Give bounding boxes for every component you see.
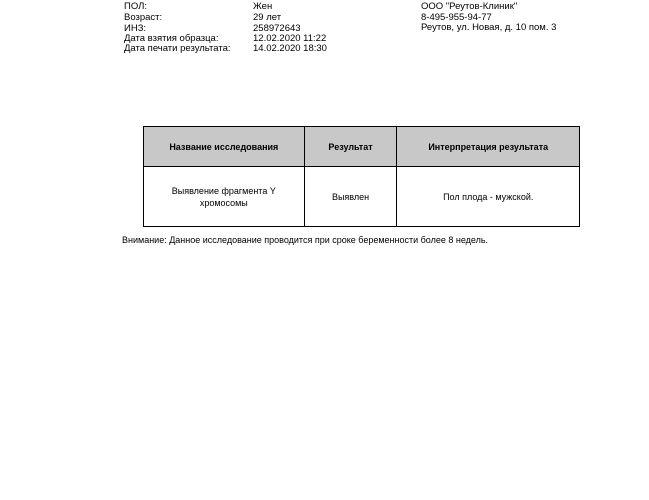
age-value: 29 лет xyxy=(253,12,282,23)
clinic-phone: 8-495-955-94-77 xyxy=(421,12,492,23)
interpretation-cell: Пол плода - мужской. xyxy=(397,167,580,227)
header-result: Результат xyxy=(304,127,397,167)
header-interpretation: Интерпретация результата xyxy=(397,127,580,167)
test-name-cell xyxy=(144,167,305,227)
table-row xyxy=(144,167,580,227)
print-date-value: 14.02.2020 18:30 xyxy=(253,43,327,54)
test-name-line2: хромосомы xyxy=(199,197,248,208)
test-name-line1: Выявление фрагмента Y xyxy=(171,185,276,196)
result-cell: Выявлен xyxy=(304,167,397,227)
sample-date-value: 12.02.2020 11:22 xyxy=(253,33,327,44)
header-test-name: Название исследования xyxy=(144,127,305,167)
attention-note: Внимание: Данное исследование проводится при сроке беременности более 8 недель. xyxy=(122,235,489,245)
inz-label: ИНЗ: xyxy=(124,23,147,34)
print-date-label: Дата печати результата: xyxy=(124,43,231,54)
clinic-address: Реутов, ул. Новая, д. 10 пом. 3 xyxy=(421,22,557,33)
sex-label: ПОЛ: xyxy=(124,1,147,12)
inz-value: 258972643 xyxy=(253,23,301,34)
sample-date-label: Дата взятия образца: xyxy=(124,33,219,44)
table-header-row xyxy=(144,127,580,167)
sex-value: Жен xyxy=(253,1,273,12)
clinic-name: ООО "Реутов-Клиник" xyxy=(421,1,518,12)
results-table xyxy=(143,126,580,227)
age-label: Возраст: xyxy=(124,12,163,23)
